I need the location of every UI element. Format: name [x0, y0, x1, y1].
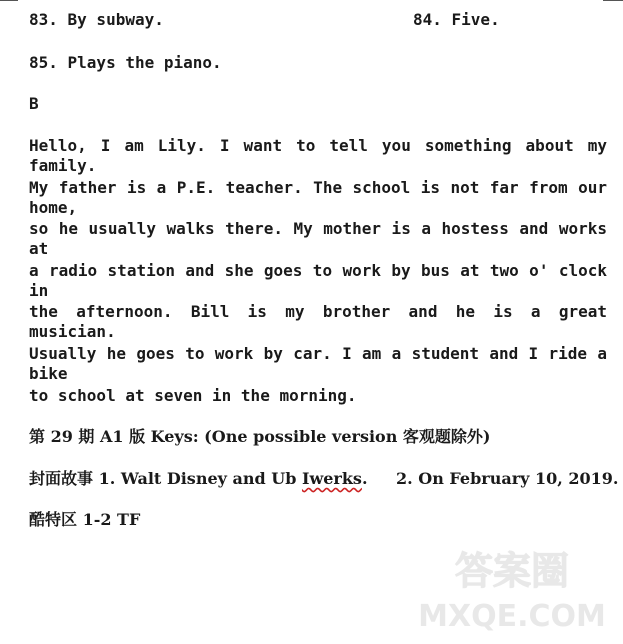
cover-story-label: 封面故事	[29, 469, 94, 488]
watermark-text-top: 答案圈	[454, 549, 570, 593]
cover-story-item-2: 2. On February 10, 2019.	[396, 469, 619, 488]
answer-85: 85. Plays the piano.	[29, 53, 222, 72]
answer-84: 84. Five.	[413, 10, 500, 29]
paragraph-line-6: Usually he goes to work by car. I am a student and I ride a bike	[29, 344, 607, 383]
watermark-logo	[417, 544, 607, 634]
paragraph-line-7: to school at seven in the morning.	[29, 386, 357, 405]
paragraph-line-3: so he usually walks there. My mother is a hostess and works at	[29, 219, 607, 258]
paragraph-line-1: Hello, I am Lily. I want to tell you something about my family.	[29, 136, 607, 175]
cover-story-item-1	[99, 469, 368, 488]
paragraph-line-5: the afternoon. Bill is my brother and he is a great musician.	[29, 302, 607, 341]
top-edge-mark-right	[603, 0, 623, 1]
cover-story-line	[29, 469, 368, 489]
keys-header: 第 29 期 A1 版 Keys: (One possible version 客观题除外)	[29, 427, 491, 446]
paragraph-line-4: a radio station and she goes to work by bus at two o' clock in	[29, 261, 607, 300]
watermark-text-bottom: MXQE.COM	[418, 599, 606, 634]
answer-83: 83. By subway.	[29, 10, 164, 29]
top-edge-mark-left	[0, 0, 18, 1]
section-b-heading: B	[29, 94, 39, 113]
cover-story-item-1-name: Iwerks	[301, 469, 362, 488]
paragraph-line-2: My father is a P.E. teacher. The school is not far from our home,	[29, 178, 607, 217]
cover-story-item-1-prefix: 1. Walt Disney and Ub	[98, 469, 302, 488]
cool-zone-line: 酷特区 1-2 TF	[29, 510, 141, 529]
cover-story-item-1-suffix: .	[361, 469, 368, 488]
